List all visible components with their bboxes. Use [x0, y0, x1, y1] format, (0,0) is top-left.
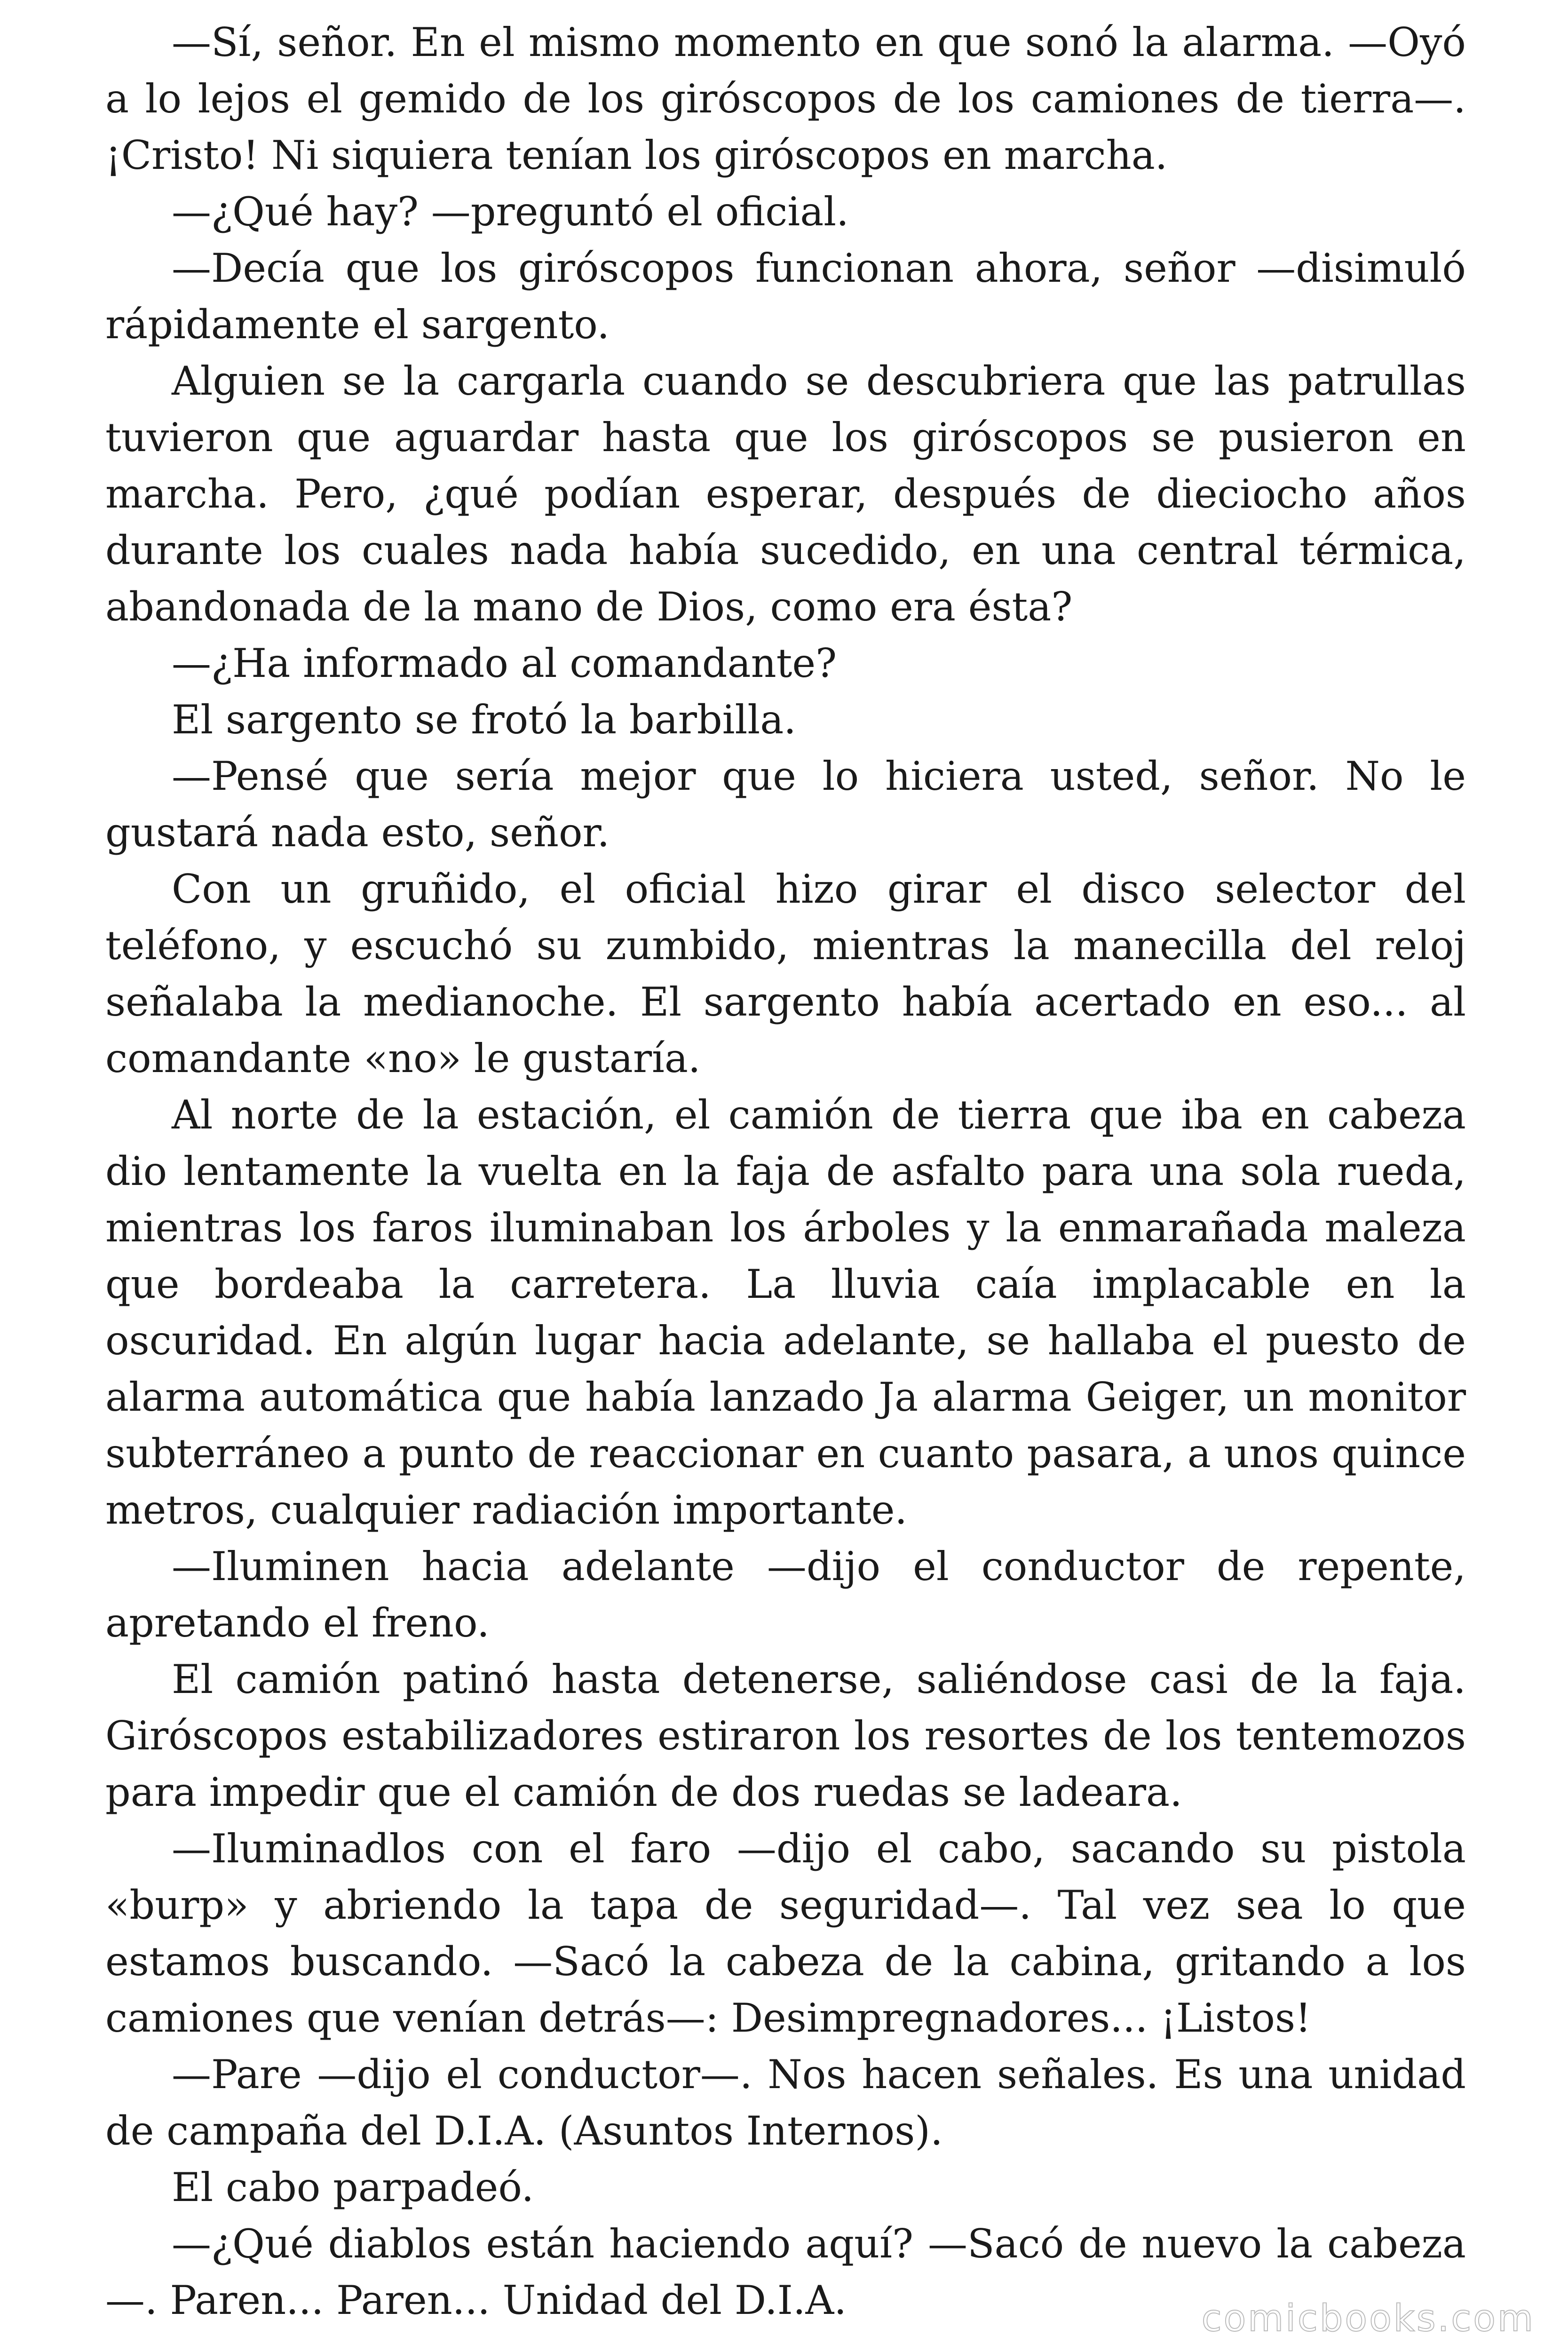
paragraph: —Pensé que sería mejor que lo hiciera usted, señor. No le gustará nada esto, señor. [105, 753, 1466, 856]
paragraph: —Iluminadlos con el faro —dijo el cabo, sacando su pistola «burp» y abriendo la tapa de seguridad—. Tal vez sea lo que estamos buscando. —Sacó la cabeza de la cabina, gritando a los camiones que venían detrás—: Desimpregnadores... ¡Listos! [105, 1826, 1466, 2041]
paragraph: —¿Qué hay? —preguntó el oficial. [172, 189, 849, 235]
paragraph: —Sí, señor. En el mismo momento en que sonó la alarma. —Oyó a lo lejos el gemido de los giróscopos de los camiones de tierra—. ¡Cristo! Ni siquiera tenían los giróscopos en marcha. [105, 19, 1466, 178]
paragraph: Con un gruñido, el oficial hizo girar el disco selector del teléfono, y escuchó su zumbido, mientras la manecilla del reloj señalaba la medianoche. El sargento había acertado en eso... al comandante «no» le gustaría. [105, 866, 1466, 1081]
body-text [105, 14, 1466, 2328]
watermark: comicbooks.com [1201, 2297, 1535, 2340]
paragraph: —Decía que los giróscopos funcionan ahora, señor —disimuló rápidamente el sargento. [105, 245, 1466, 348]
paragraph: El camión patinó hasta detenerse, saliéndose casi de la faja. Giróscopos estabilizadores estiraron los resortes de los tentemozos para impedir que el camión de dos ruedas se ladeara. [105, 1656, 1466, 1815]
paragraph: —Iluminen hacia adelante —dijo el conductor de repente, apretando el freno. [105, 1543, 1466, 1646]
paragraph: —¿Qué diablos están haciendo aquí? —Sacó de nuevo la cabeza—. Paren... Paren... Unidad del D.I.A. [105, 2221, 1466, 2323]
paragraph: —Pare —dijo el conductor—. Nos hacen señales. Es una unidad de campaña del D.I.A. (Asuntos Internos). [105, 2051, 1466, 2154]
paragraph: El sargento se frotó la barbilla. [172, 697, 797, 743]
paragraph: Alguien se la cargarla cuando se descubriera que las patrullas tuvieron que aguardar hasta que los giróscopos se pusieron en marcha. Pero, ¿qué podían esperar, después de dieciocho años durante los cuales nada había sucedido, en una central térmica, abandonada de la mano de Dios, como era ésta? [105, 358, 1466, 630]
paragraph: —¿Ha informado al comandante? [172, 640, 837, 686]
paragraph: Al norte de la estación, el camión de tierra que iba en cabeza dio lentamente la vuelta en la faja de asfalto para una sola rueda, mientras los faros iluminaban los árboles y la enmarañada maleza que bordeaba la carretera. La lluvia caía implacable en la oscuridad. En algún lugar hacia adelante, se hallaba el puesto de alarma automática que había lanzado Ja alarma Geiger, un monitor subterráneo a punto de reaccionar en cuanto pasara, a unos quince metros, cualquier radiación importante. [105, 1092, 1466, 1533]
paragraph: El cabo parpadeó. [172, 2164, 534, 2210]
